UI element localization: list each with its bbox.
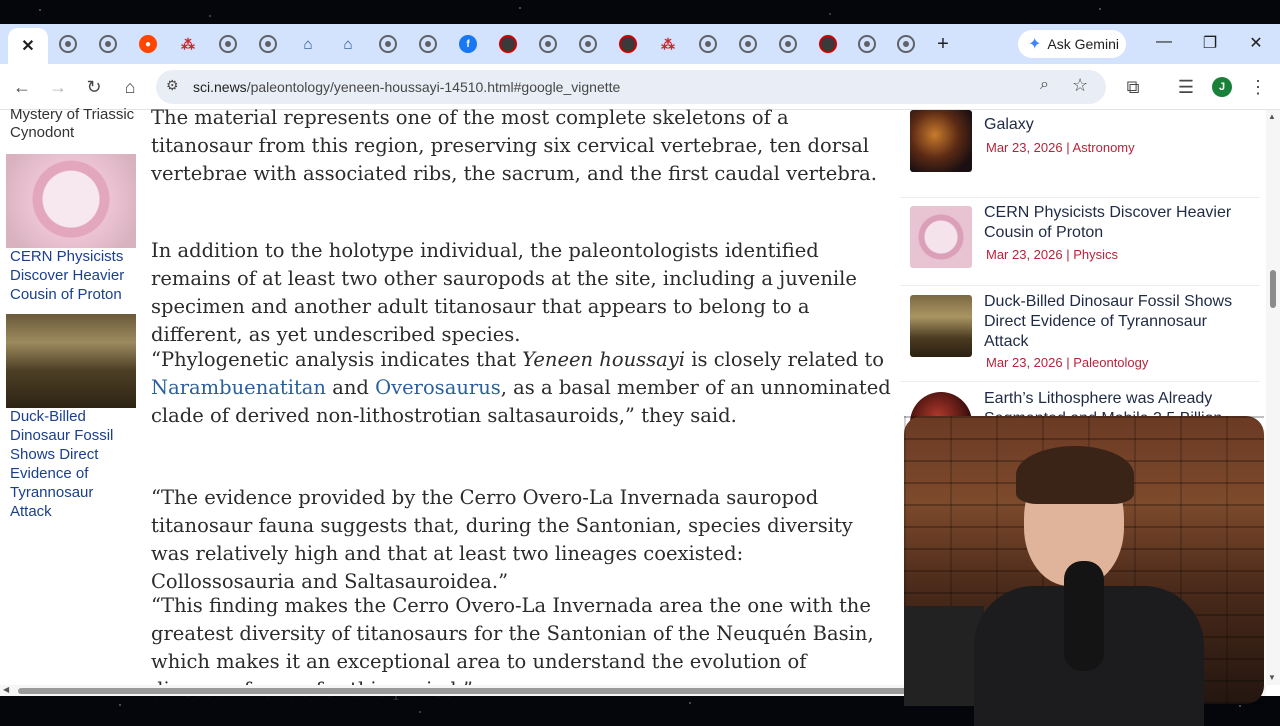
minimize-icon[interactable]: —: [1156, 33, 1172, 50]
tab-search-icon[interactable]: ⧉: [1126, 77, 1140, 97]
generic-globe-icon[interactable]: [259, 35, 277, 53]
text-span: and: [326, 376, 376, 399]
generic-globe-icon[interactable]: [419, 35, 437, 53]
url-host: sci.news: [193, 79, 247, 95]
url-text[interactable]: [193, 79, 620, 95]
ask-gemini-button[interactable]: [1018, 30, 1126, 58]
gemini-sparkle-icon: ✦: [1028, 36, 1042, 53]
left-caption-cern[interactable]: CERN Physicists Discover Heavier Cousin of Proton: [10, 248, 125, 303]
generic-globe-icon[interactable]: [379, 35, 397, 53]
reddit-icon[interactable]: ●: [139, 35, 157, 53]
sci-news-icon[interactable]: ⁂: [181, 35, 195, 52]
address-bar[interactable]: [156, 70, 1106, 104]
meta-separator: |: [1062, 140, 1073, 155]
meta-separator: |: [1062, 355, 1074, 370]
facebook-icon[interactable]: f: [459, 35, 477, 53]
wikimedia-icon[interactable]: [819, 35, 837, 53]
sci-news-icon[interactable]: ⁂: [661, 35, 675, 52]
back-arrow-icon[interactable]: ←: [13, 77, 31, 97]
webcam-overlay: [904, 416, 1264, 704]
reload-icon[interactable]: ↻: [86, 77, 102, 97]
article-paragraph: The material represents one of the most complete skeletons of a titanosaur from this region, preserving six cervical vertebrae, ten dorsal vertebrae with associated ribs, the sacrum, and the first caudal vertebra.: [151, 106, 877, 185]
horizontal-scroll-thumb[interactable]: [18, 688, 918, 694]
generic-globe-icon[interactable]: [779, 35, 797, 53]
date-label: Mar 23, 2026: [986, 355, 1063, 370]
article-paragraph-phylogenetic: [151, 346, 891, 430]
scroll-up-arrow-icon[interactable]: ▲: [1268, 112, 1276, 121]
right-item-title[interactable]: Galaxy: [984, 116, 1034, 133]
narambuenatitan-link[interactable]: Narambuenatitan: [151, 376, 326, 399]
new-tab-button[interactable]: +: [937, 33, 949, 55]
scroll-down-arrow-icon[interactable]: ▼: [1268, 673, 1276, 682]
menu-kebab-icon[interactable]: ⋮: [1249, 77, 1267, 97]
monitor-silhouette: [904, 606, 984, 706]
text-span: , as a basal member of an unnominated clade of derived non-lithostrotian saltasauroids,” they said.: [151, 376, 891, 427]
right-item-meta: [986, 140, 1135, 155]
vertical-scrollbar[interactable]: [1266, 110, 1280, 685]
category-link[interactable]: Physics: [1073, 247, 1119, 262]
generic-globe-icon[interactable]: [219, 35, 237, 53]
wikimedia-icon[interactable]: [619, 35, 637, 53]
text-span: “Phylogenetic analysis indicates that: [151, 348, 523, 371]
category-link[interactable]: Astronomy: [1072, 140, 1135, 155]
site-settings-icon[interactable]: ⚙: [166, 77, 179, 93]
overosaurus-link[interactable]: Overosaurus: [375, 376, 501, 399]
url-path: /paleontology/yeneen-houssayi-14510.html#google_vignette: [246, 79, 621, 95]
generic-globe-icon[interactable]: [539, 35, 557, 53]
ku-icon[interactable]: ⌂: [343, 35, 353, 53]
left-thumb-cern[interactable]: [6, 154, 136, 248]
date-label: Mar 23, 2026: [986, 140, 1063, 155]
right-item-galaxy[interactable]: [900, 100, 1260, 198]
home-icon[interactable]: ⌂: [124, 77, 136, 97]
wikimedia-icon[interactable]: [499, 35, 517, 53]
right-item-title[interactable]: Earth’s Lithosphere was Already: [984, 390, 1213, 407]
left-caption-dino[interactable]: Duck-Billed Dinosaur Fossil Shows Direct Evidence of Tyrannosaur Attack: [10, 408, 114, 520]
right-item-title[interactable]: Duck-Billed Dinosaur Fossil Shows Direct Evidence of Tyrannosaur Attack: [984, 293, 1233, 350]
right-thumb-galaxy[interactable]: [910, 110, 972, 172]
scroll-left-arrow-icon[interactable]: ◀: [3, 685, 10, 694]
generic-globe-icon[interactable]: [699, 35, 717, 53]
right-item-cern[interactable]: [900, 198, 1260, 286]
right-item-title[interactable]: CERN Physicists Discover Heavier Cousin of Proton: [984, 204, 1232, 241]
article-paragraph: In addition to the holotype individual, the paleontologists identified remains of at least two other sauropods at the site, including a juvenile specimen and another adult titanosaur that appears to belong to a different, as yet undescribed species.: [151, 239, 857, 346]
right-item-dino[interactable]: [900, 286, 1260, 382]
generic-globe-icon[interactable]: [579, 35, 597, 53]
left-thumb-dino[interactable]: [6, 314, 136, 408]
species-name: Yeneen houssayi: [522, 348, 686, 371]
generic-globe-icon[interactable]: [739, 35, 757, 53]
article-paragraph: “The evidence provided by the Cerro Overo-La Invernada sauropod titanosaur fauna suggests that, during the Santonian, species diversity was relatively high and that at least two lineages coexisted: Collossosauria and Saltasauroidea.”: [151, 486, 853, 593]
tab-strip: [0, 24, 1280, 64]
generic-globe-icon[interactable]: [858, 35, 876, 53]
window-close-icon[interactable]: ✕: [1249, 35, 1263, 52]
text-span: is closely related to: [685, 348, 884, 371]
forward-arrow-icon[interactable]: →: [49, 77, 67, 97]
meta-separator: |: [1062, 247, 1074, 262]
right-thumb-cern[interactable]: [910, 206, 972, 268]
profile-avatar[interactable]: J: [1212, 77, 1232, 97]
zoom-icon[interactable]: ⌕: [1040, 76, 1049, 93]
left-sidebar-title-top[interactable]: Mystery of Triassic Cynodont: [10, 106, 135, 141]
generic-globe-icon[interactable]: [59, 35, 77, 53]
person-hair: [1016, 446, 1134, 504]
article-paragraph: “This finding makes the Cerro Overo-La Invernada area the one with the greatest diversity of titanosaurs for the Santonian of the Neuquén Basin, which makes it an exceptional area to understand the evolution of: [151, 594, 874, 673]
generic-globe-icon[interactable]: [897, 35, 915, 53]
reading-list-icon[interactable]: ☰: [1177, 77, 1195, 97]
left-sidebar: [0, 106, 140, 685]
date-label: Mar 23, 2026: [986, 247, 1063, 262]
right-item-meta: [986, 355, 1148, 370]
bookmark-star-icon[interactable]: ☆: [1072, 75, 1089, 95]
right-item-meta: [986, 247, 1118, 262]
active-tab[interactable]: [8, 28, 48, 64]
generic-globe-icon[interactable]: [99, 35, 117, 53]
category-link[interactable]: Paleontology: [1073, 355, 1149, 370]
ask-gemini-label: Ask Gemini: [1047, 36, 1119, 52]
restore-icon[interactable]: ❐: [1202, 35, 1218, 52]
close-icon[interactable]: ✕: [21, 38, 35, 55]
right-thumb-dino[interactable]: [910, 295, 972, 357]
ku-icon[interactable]: ⌂: [303, 35, 313, 53]
microphone: [1064, 561, 1104, 671]
vertical-scroll-thumb[interactable]: [1270, 270, 1276, 308]
